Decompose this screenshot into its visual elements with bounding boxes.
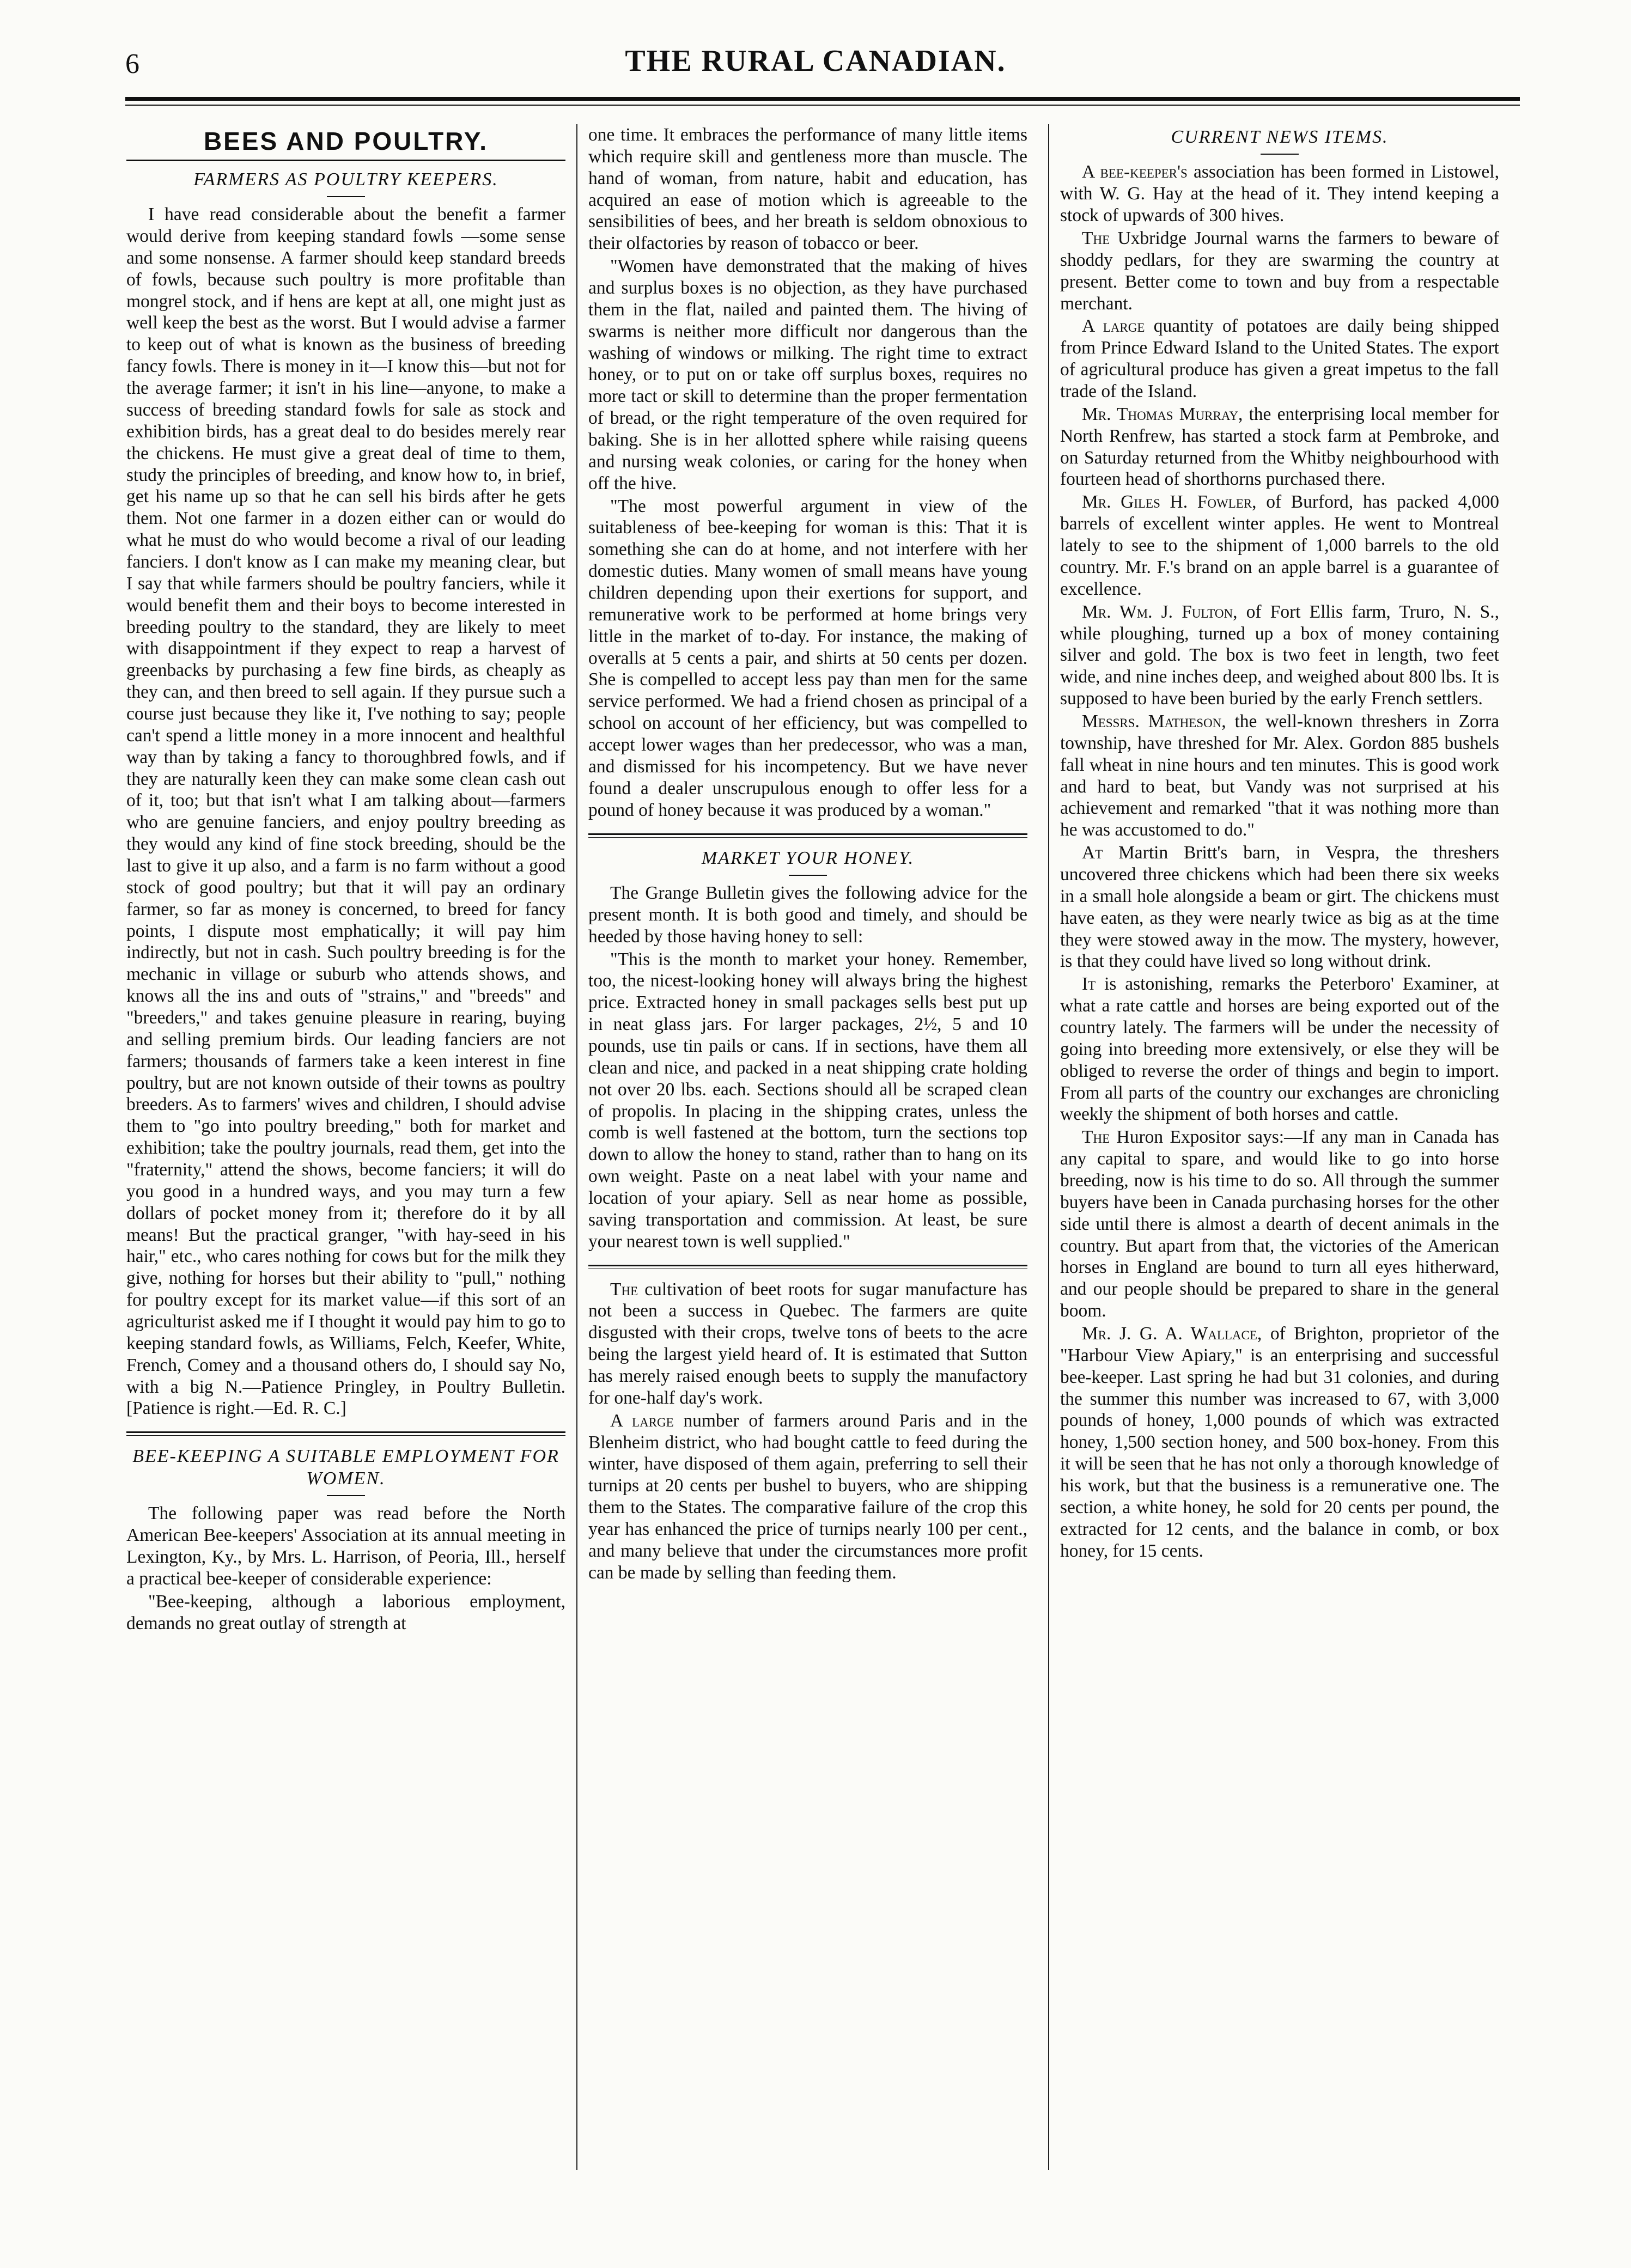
article-paragraph: "Women have demonstrated that the making of hives and surplus boxes is no objection, as they have purchased them in the flat, nailed and painted them. The hiving of swarms is neither more difficult nor dangerous than the washing of windows or milking. The right time to extract honey, or to put on or take off surplus boxes, requires no more tact or skill to determine than the proper fermentation of bread, or the right temperature of the oven required for baking. She is in her allotted sphere while raising queens and nursing weak colonies, or caring for the honey when off the hive. [588,256,1027,493]
news-item [1060,601,1499,710]
news-items-list [1060,161,1499,1562]
news-paragraph [588,1279,1027,1409]
page-number: 6 [125,48,139,80]
column-3 [1060,124,1499,2170]
news-item-lead: Mr. J. G. A. Wallace, [1082,1324,1262,1344]
title-rule [327,196,365,197]
news-item-text: quantity of potatoes are daily being shipped from Prince Edward Island to the United States. The export of agricultural produce has given a great impetus to the fall trade of the Island. [1060,316,1499,402]
article-separator [588,833,1027,838]
article-paragraph: The Grange Bulletin gives the following advice for the present month. It is both good and timely, and should be heeded by those having honey to sell: [588,882,1027,947]
page-header [109,44,1522,87]
article-separator [588,1265,1027,1269]
news-item [1060,315,1499,402]
news-paragraph [588,1410,1027,1584]
news-item [1060,1126,1499,1322]
section-rule [126,160,565,161]
column-1 [126,124,565,2170]
paragraph-text: cultivation of beet roots for sugar manufacture has not been a success in Quebec. The farmers are quite disgusted with their crops, twelve tons of beets to the acre being the largest yield heard of. It is estimated that Sutton has merely raised enough beets to supply the manufactory for one-half day's work. [588,1279,1028,1408]
article-paragraph: "The most powerful argument in view of the suitableness of bee-keeping for woman is this: That it is something she can do at home, and not interfere with her domestic duties. Many women of small means have young children depending upon their exertions for support, and remunerative work to be performed at home brings very little in the market of to-day. For instance, the making of overalls at 5 cents a pair, and shirts at 50 cents per dozen. She is compelled to accept less pay than men for the same service performed. We had a friend chosen as principal of a school on account of her efficiency, but was compelled to accept lower wages than her predecessor, who was a man, and dismissed for his incompetency. But we have never found a dealer unscrupulous enough to offer less for a pound of honey because it was produced by a woman." [588,496,1027,820]
column-divider [1048,124,1049,2170]
news-item [1060,404,1499,490]
title-rule [327,1495,365,1496]
article-title: FARMERS AS POULTRY KEEPERS. [193,169,498,190]
article-title: CURRENT NEWS ITEMS. [1171,127,1389,147]
title-rule [789,875,827,876]
news-item-lead: Mr. Giles H. Fowler, [1082,492,1257,513]
article-title: BEE-KEEPING A SUITABLE EMPLOYMENT FOR WOMEN. [132,1446,559,1489]
news-item-lead: A large [1082,316,1145,337]
article-paragraph: "This is the month to market your honey. Remember, too, the nicest-looking honey will always bring the highest price. Extracted honey in small packages sells best put up in neat glass jars. For larger packages, 2½, 5 and 10 pounds, use tin pails or cans. If in sections, have them all clean and nice, and packed in a neat shipping crate holding not over 20 lbs. each. Sections should all be scraped clean of propolis. In placing in the shipping crates, unless the comb is well fastened at the bottom, turn the sections top down to allow the honey to stand, rather than to hang on its own weight. Paste on a neat label with your name and location of your apiary. Sell as near home as possible, saving transportation and commission. At least, be sure your nearest town is well supplied." [588,949,1027,1252]
news-item [1060,491,1499,600]
lead-word: A large [610,1410,674,1431]
news-item-text: Huron Expositor says:—If any man in Canada has any capital to spare, and would like to go into horse breeding, now is his time to do so. All through the summer buyers have been in Canada purchasing horses for the other side until there is almost a dearth of decent animals in the country. But apart from that, the victories of the American horses in England are bound to turn all eyes hitherward, and our people should be prepared to share in the general boom. [1060,1127,1500,1321]
news-item-text: Martin Britt's barn, in Vespra, the threshers uncovered three chickens which had been there six weeks in a small hole alongside a beam or girt. The chickens must have eaten, as they were nearly twice as big as at the time they were stowed away in the mow. The mystery, however, is that they could have lived so long without drink. [1060,843,1499,972]
news-item-lead: Messrs. Matheson, [1082,711,1226,731]
article-title: MARKET YOUR HONEY. [701,848,915,868]
column-2 [588,124,1027,2170]
article-paragraph: The following paper was read before the North American Bee-keepers' Association at its annual meeting in Lexington, Ky., by Mrs. L. Harrison, of Peoria, Ill., herself a practical bee-keeper of considerable experience: [126,1503,565,1589]
section-title: BEES AND POULTRY. [203,127,489,155]
news-item-text: of Brighton, proprietor of the "Harbour View Apiary," is an enterprising and successful bee-keeper. Last spring he had but 31 colonies, and during the summer this number was increased to 67, with 3,000 pounds of honey, 1,000 pounds of which was extracted honey, 1,500 section honey, and 500 box-honey. From this it will be seen that he has not only a thorough knowledge of his work, but that the business is a remunerative one. The section, a white honey, he sold for 20 cents per pound, the extracted for 12 cents, and the balance in comb, or box honey, for 15 cents. [1060,1324,1499,1561]
masthead-title: THE RURAL CANADIAN. [625,44,1006,78]
news-item [1060,711,1499,841]
lead-word: The [610,1279,638,1300]
article-separator [126,1431,565,1436]
paragraph-text: number of farmers around Paris and in the Blenheim district, who had bought cattle to feed during the winter, have disposed of them again, preferring to sell their turnips at 20 cents per bushel to buyers, who are shipping them to the States. The comparative failure of the crop this year has enhanced the price of turnips nearly 100 per cent., and many believe that under the circumstances more profit can be made by selling than feeding them. [588,1410,1028,1583]
news-item-text: the well-known threshers in Zorra township, have threshed for Mr. Alex. Gordon 885 bushels fall wheat in nine hours and ten minutes. This is good work and hard to beat, but Vandy was not surprised at his achievement and remarked "that it was nothing more than he was accustomed to do." [1060,711,1499,840]
news-item-lead: The [1082,228,1110,249]
news-item-lead: It [1082,974,1096,995]
article-paragraph: I have read considerable about the benefit a farmer would derive from keeping standard fowls —some sense and some nonsense. A farmer should keep standard breeds of fowls, because such poultry is more profitable than mongrel stock, and if hens are kept at all, one might just as well keep the best as the worst. But I would advise a farmer to keep out of what is known as the business of breeding fancy fowls. There is money in it—I know this—but not for the average farmer; it isn't in his line—anyone, to make a success of breeding standard fowls for sale as stock and exhibition birds, has a great deal to do besides merely rear the chickens. He must give a great deal of time to them, study the principles of breeding, and know how to, in brief, get his name up so that he can sell his birds after he gets them. Not one farmer in a dozen either can or would do what he must do who would become a rival of our leading fanciers. I don't know as I can make my meaning clear, but I say that while farmers should be poultry fanciers, while it would benefit them and their boys to become interested in breeding poultry to the standard, they are likely to meet with disappointment if they expect to reap a harvest of greenbacks by purchasing a few fine birds, as cheaply as they can, and then breed to sell again. If they pursue such a course just because they like it, I've nothing to say; people can't spend a little money in a more innocent and healthful way than by taking a fancy to thoroughbred fowls, and if they are naturally keen they can make some clean cash out of it, too; but that isn't what I am talking about—farmers who are genuine fanciers, and enjoy poultry breeding as they would any kind of fine stock breeding, should be the last to give it up also, and a farm is no farm without a good stock of good poultry; but that it will pay an ordinary farmer, so far as money is concerned, to breed for fancy points, I dispute most emphatically; it will pay him indirectly, but not in cash. Such poultry breeding is for the mechanic in village or suburb who attends shows, and knows all the ins and outs of "strains," and "breeds" and "breeders," and takes genuine pleasure in rearing, buying and selling premium birds. Our leading fanciers are not farmers; thousands of farmers take a keen interest in fine poultry, but are not known outside of their towns as poultry breeders. As to farmers' wives and children, I should advise them to "go into poultry breeding," both for market and exhibition; take the poultry journals, read them, get into the "fraternity," attend the shows, become fanciers; it will do you good in a hundred ways, and you may turn a few dollars of pocket money from it; therefore do it by all means! But the practical granger, "with hay-seed in his hair," etc., who cares nothing for cows but for the milk they give, nothing for horses but their ability to "pull," nothing for poultry except for its market value—if this sort of an agriculturist asked me if I thought it would pay him to go to keeping standard fowls, as Williams, Felch, Keefer, White, French, Comey and a thousand others do, I should say No, with a big N.—Patience Pringley, in Poultry Bulletin. [Patience is right.—Ed. R. C.] [126,204,565,1419]
news-item-text: is astonishing, remarks the Peterboro' Examiner, at what a rate cattle and horses are being exported out of the country lately. The farmers will be under the necessity of going into breeding more extensively, or else they will be obliged to reverse the order of things and begin to import. From all parts of the country our exchanges are chronicling weekly the shipment of both horses and cattle. [1060,974,1500,1125]
news-item-lead: Mr. Wm. J. Fulton, [1082,601,1238,622]
news-item [1060,161,1499,227]
header-rule-thin [125,105,1520,106]
article-paragraph: one time. It embraces the performance of many little items which require skill and gentleness more than muscle. The hand of woman, from nature, habit and education, has acquired an ease of motion which is agreeable to the sensibilities of bees, and her breath is seldom obnoxious to their olfactories by reason of tobacco or beer. [588,125,1027,254]
news-item-text: of Fort Ellis farm, Truro, N. S., while ploughing, turned up a box of money containing silver and gold. The box is two feet in length, two feet wide, and nine inches deep, and weighed about 800 lbs. It is supposed to have been buried by the early French settlers. [1060,601,1499,709]
header-rule [125,97,1520,101]
news-item-text: the enterprising local member for North Renfrew, has started a stock farm at Pembroke, and on Saturday returned from the Whitby neighbourhood with fourteen head of shorthorns purchased there. [1060,404,1500,490]
news-item-lead: Mr. Thomas Murray, [1082,404,1243,424]
news-item-lead: At [1082,843,1103,863]
article-paragraph: "Bee-keeping, although a laborious employment, demands no great outlay of strength at [126,1591,565,1633]
news-item [1060,842,1499,972]
news-item [1060,1323,1499,1562]
column-divider [576,124,577,2170]
news-item-text: association has been formed in Listowel, with W. G. Hay at the head of it. They intend keeping a stock of upwards of 300 hives. [1060,162,1499,226]
title-rule [1261,154,1299,155]
news-item-lead: The [1082,1127,1110,1148]
news-item-text: Uxbridge Journal warns the farmers to beware of shoddy pedlars, for they are swarming the country at present. Better come to town and buy from a respectable merchant. [1060,228,1500,314]
news-item [1060,228,1499,314]
news-item-text: of Burford, has packed 4,000 barrels of excellent winter apples. He went to Montreal lately to see to the shipment of 1,000 barrels to the old country. Mr. F.'s brand on an apple barrel is a guarantee of excellence. [1060,492,1500,599]
news-item-lead: A bee-keeper's [1082,162,1188,182]
news-item [1060,973,1499,1125]
